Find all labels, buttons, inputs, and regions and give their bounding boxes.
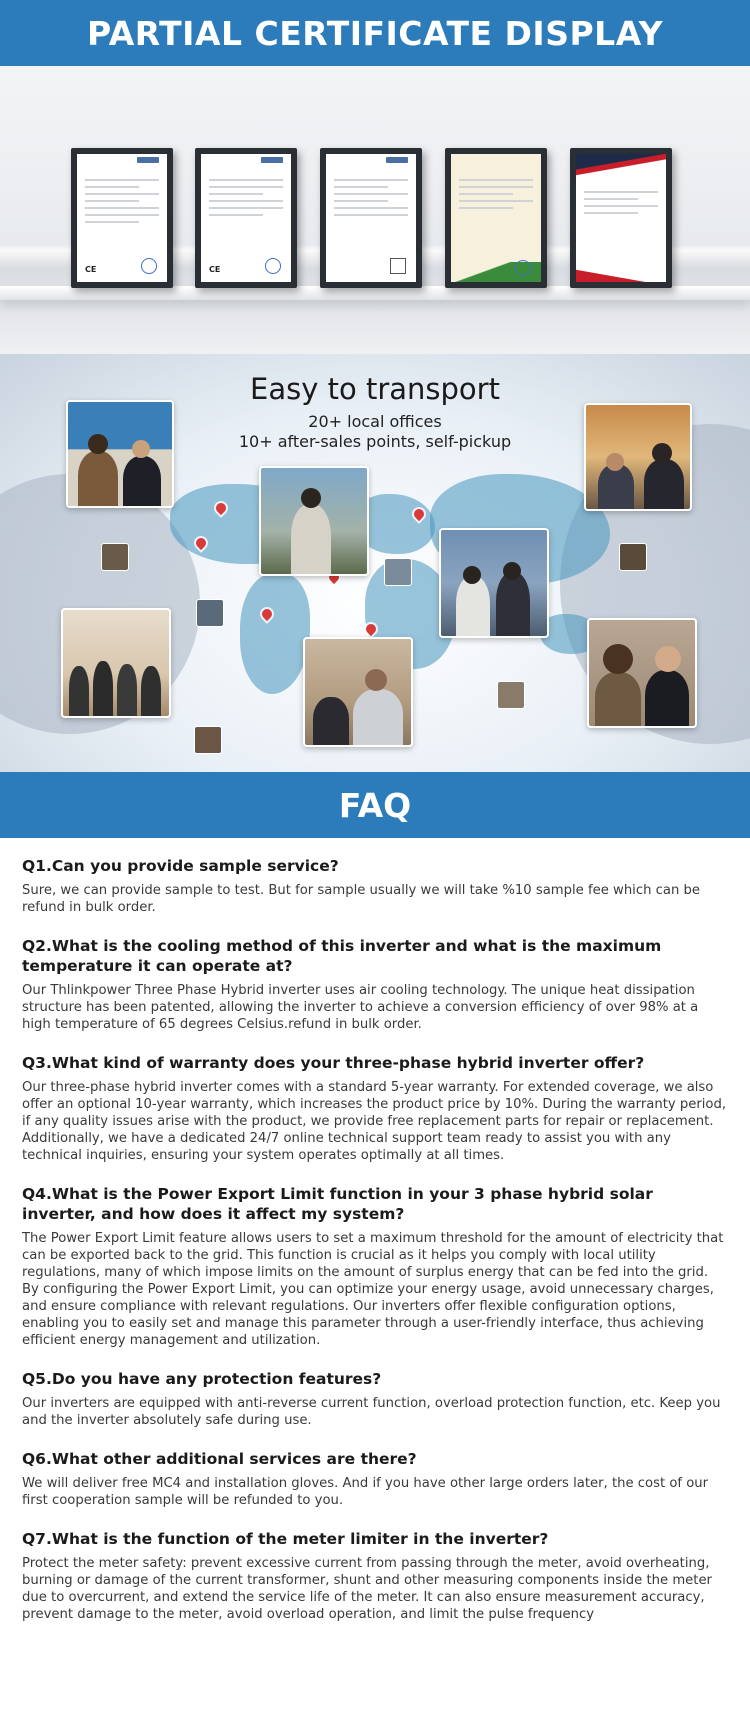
team-thumbnail (384, 558, 412, 586)
team-photo (587, 618, 697, 728)
team-photo (259, 466, 369, 576)
faq-section-title: FAQ (0, 772, 750, 838)
faq-question: Q2.What is the cooling method of this inverter and what is the maximum temperature it can operate at? (22, 937, 662, 975)
team-thumbnail (101, 543, 129, 571)
certificate-image (320, 148, 422, 288)
certificate-image (570, 148, 672, 288)
certificate-image: CE (71, 148, 173, 288)
faq-answer: Our Thlinkpower Three Phase Hybrid inverter uses air cooling technology. The unique heat dissipation structure has been patented, allowing the inverter to achieve a conversion efficiency of over 98% at a high temperature of 65 degrees Celsius.refund in bulk order. (22, 983, 699, 1032)
faq-question: Q7.What is the function of the meter limiter in the inverter? (22, 1530, 549, 1548)
faq-list (0, 838, 750, 1623)
faq-answer: The Power Export Limit feature allows users to set a maximum threshold for the amount of electricity that can be exported back to the grid. This function is crucial as it helps you comply with local utility regulations, many of which impose limits on the amount of surplus energy that can be fed into the grid. By configuring the Power Export Limit, you can optimize your energy usage, avoid unnecessary charges, and ensure compliance with relevant regulations. Our inverters offer flexible configuration options, enabling you to easily set and manage this parameter through a user-friendly interface, thus achieving efficient energy management and utilization. (22, 1231, 724, 1348)
team-thumbnail (196, 599, 224, 627)
shelf (0, 286, 750, 300)
faq-answer: Our inverters are equipped with anti-reverse current function, overload protection function, etc. Keep you and the inverter absolutely safe during use. (22, 1396, 721, 1428)
faq-question: Q4.What is the Power Export Limit function in your 3 phase hybrid solar inverter, and how does it affect my system? (22, 1185, 653, 1223)
faq-question: Q6.What other additional services are there? (22, 1450, 417, 1468)
faq-answer: We will deliver free MC4 and installation gloves. And if you have other large orders later, the cost of our first cooperation sample will be refunded to you. (22, 1476, 709, 1508)
team-photo (303, 637, 413, 747)
faq-answer: Sure, we can provide sample to test. But for sample usually we will take %10 sample fee which can be refund in bulk order. (22, 883, 701, 915)
team-thumbnail (194, 726, 222, 754)
faq-answer: Our three-phase hybrid inverter comes with a standard 5-year warranty. For extended coverage, we also offer an optional 10-year warranty, which increases the product price by 10%. During the warranty period, if any quality issues arise with the product, we provide free replacement parts for repair or replacement. Additionally, we have a dedicated 24/7 online technical support team ready to assist you with any technical inquiries, ensuring your system operates optimally at all times. (22, 1080, 727, 1163)
transport-after-sales: 10+ after-sales points, self-pickup (238, 432, 512, 451)
transport-section (0, 354, 750, 772)
faq-question: Q5.Do you have any protection features? (22, 1370, 382, 1388)
certificate-image: CE (195, 148, 297, 288)
faq-question: Q3.What kind of warranty does your three-phase hybrid inverter offer? (22, 1054, 645, 1072)
cert-section-title: PARTIAL CERTIFICATE DISPLAY (0, 0, 750, 66)
certificate-image (445, 148, 547, 288)
team-photo (584, 403, 692, 511)
transport-title: Easy to transport (250, 372, 500, 406)
certificate-wall (0, 66, 750, 354)
transport-offices: 20+ local offices (308, 412, 442, 431)
faq-answer: Protect the meter safety: prevent excessive current from passing through the meter, avoid overheating, burning or damage of the current transformer, shunt and other measuring components inside the meter due to overcurrent, and extend the service life of the meter. It can also ensure measurement accuracy, prevent damage to the meter, avoid overload operation, and limit the pulse frequency (22, 1556, 712, 1622)
team-photo (66, 400, 174, 508)
team-thumbnail (497, 681, 525, 709)
faq-question: Q1.Can you provide sample service? (22, 857, 339, 875)
team-thumbnail (619, 543, 647, 571)
team-photo (439, 528, 549, 638)
team-photo (61, 608, 171, 718)
